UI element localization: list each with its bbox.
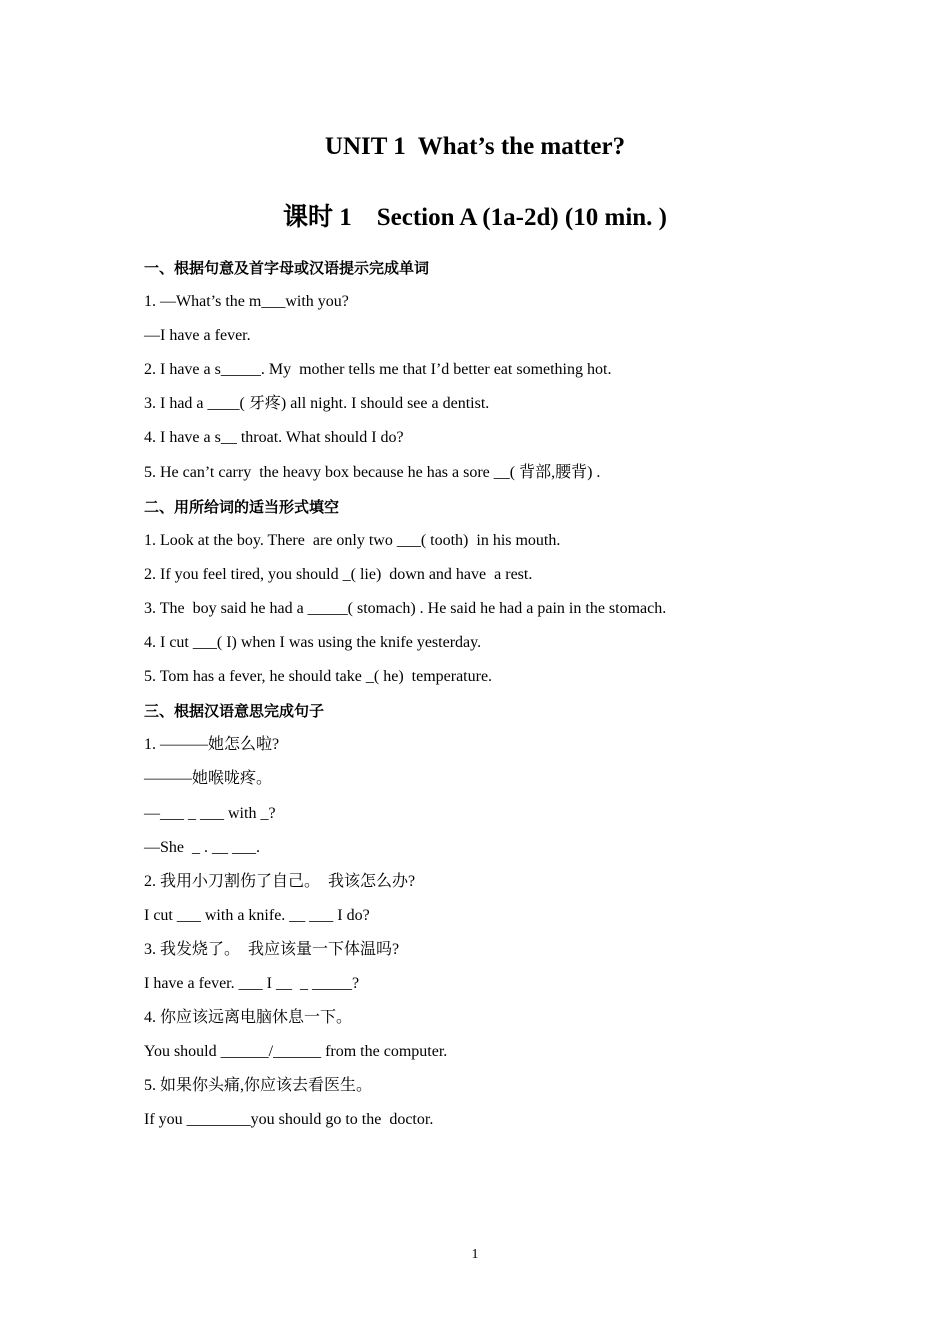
exercise-line: 4. I have a s__ throat. What should I do? bbox=[144, 429, 404, 447]
exercise-line: —I have a fever. bbox=[144, 327, 251, 345]
exercise-line: 4. 你应该远离电脑休息一下。 bbox=[144, 1009, 353, 1027]
exercise-line: I have a fever. ___ I __ _ _____? bbox=[144, 974, 360, 992]
exercise-line: 1. Look at the boy. There are only two ___( tooth) in his mouth. bbox=[144, 531, 561, 549]
exercise-line: 5. 如果你头痛,你应该去看医生。 bbox=[144, 1077, 373, 1095]
exercise-line: 3. 我发烧了。 我应该量一下体温吗? bbox=[144, 940, 400, 958]
exercise-line: 2. 我用小刀割伤了自己。 我该怎么办? bbox=[144, 872, 416, 890]
exercise-body bbox=[144, 251, 844, 1137]
exercise-line: 3. I had a ____( 牙疼) all night. I should see a dentist. bbox=[144, 395, 490, 413]
exercise-line: —___ _ ___ with _? bbox=[144, 804, 276, 822]
exercise-line: 2. If you feel tired, you should _( lie) down and have a rest. bbox=[144, 565, 533, 583]
section-heading: 一、根据句意及首字母或汉语提示完成单词 bbox=[144, 259, 430, 277]
exercise-line: 1. —What’s the m___with you? bbox=[144, 293, 349, 311]
exercise-line: 5. He can’t carry the heavy box because he has a sore __( 背部,腰背) . bbox=[144, 463, 601, 481]
exercise-line: 2. I have a s_____. My mother tells me that I’d better eat something hot. bbox=[144, 361, 612, 379]
page-number: 1 bbox=[471, 1247, 479, 1262]
exercise-line: If you ________you should go to the doctor. bbox=[144, 1111, 434, 1129]
section-subtitle: 课时 1 Section A (1a-2d) (10 min. ) bbox=[282, 204, 668, 231]
exercise-line: 4. I cut ___( I) when I was using the knife yesterday. bbox=[144, 634, 482, 652]
section-heading: 二、用所给词的适当形式填空 bbox=[144, 497, 340, 516]
exercise-line: —She _ . __ ___. bbox=[144, 838, 260, 856]
exercise-line: You should ______/______ from the computer. bbox=[144, 1043, 448, 1061]
exercise-line: ———她喉咙疼。 bbox=[144, 770, 273, 788]
section-heading: 三、根据汉语意思完成句子 bbox=[144, 702, 325, 721]
exercise-line: 3. The boy said he had a _____( stomach) . He said he had a pain in the stomach. bbox=[144, 599, 667, 617]
document-title: UNIT 1 What’s the matter? bbox=[324, 133, 626, 160]
exercise-line: 5. Tom has a fever, he should take _( he) temperature. bbox=[144, 668, 493, 686]
exercise-line: 1. ———她怎么啦? bbox=[144, 736, 280, 754]
exercise-line: I cut ___ with a knife. __ ___ I do? bbox=[144, 906, 370, 924]
